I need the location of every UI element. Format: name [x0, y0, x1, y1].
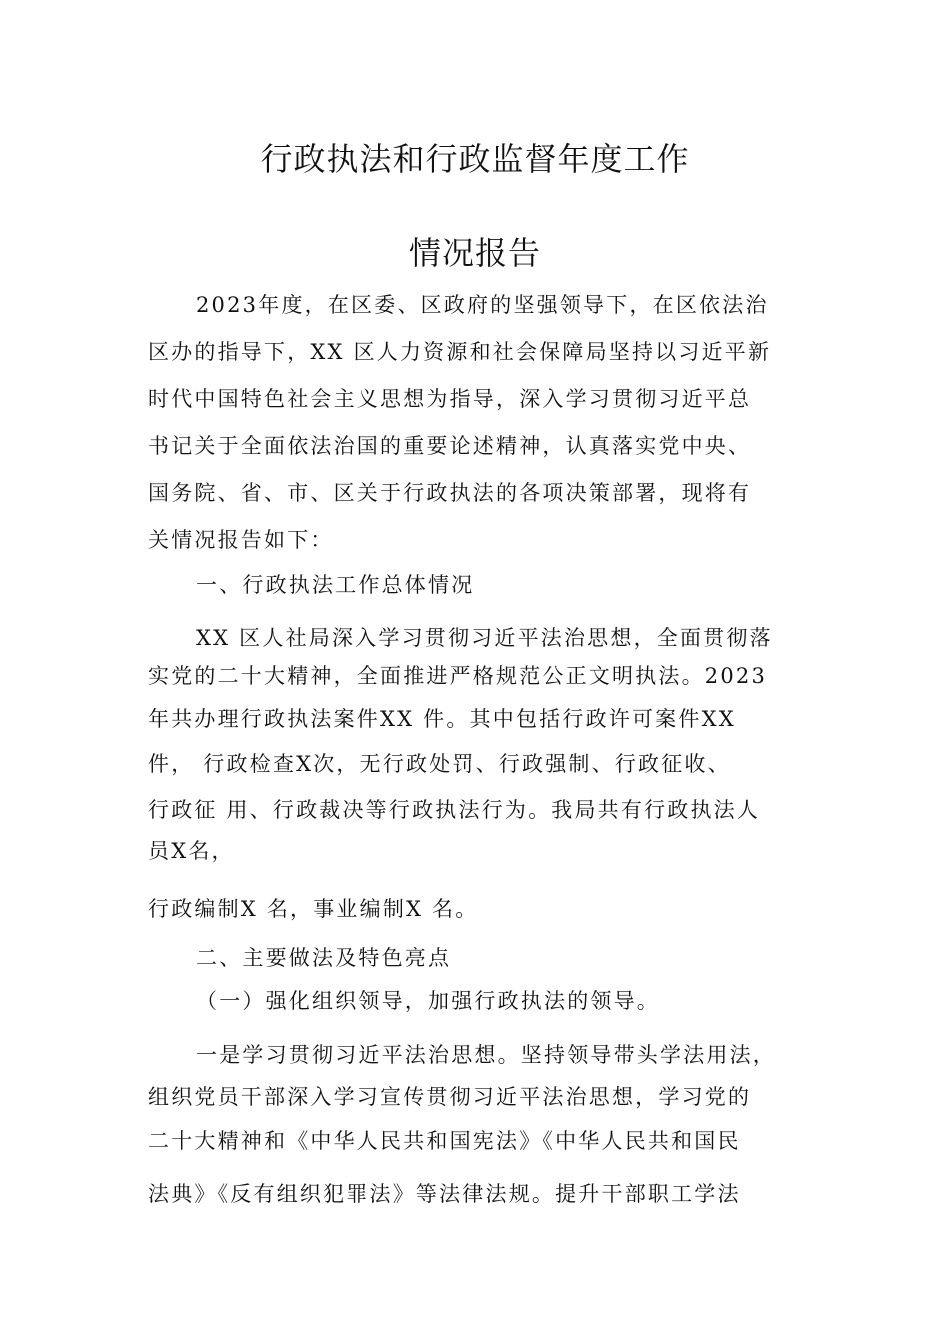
paragraph-line: 书记关于全面依法治国的重要论述精神，认真落实党中央、 — [148, 434, 752, 458]
paragraph-line: 2023年度，在区委、区政府的坚强领导下，在区依法治 — [196, 293, 769, 317]
paragraph-line: 二十大精神和《中华人民共和国宪法》《中华人民共和国民 — [148, 1129, 741, 1153]
document-title-line-1: 行政执法和行政监督年度工作 — [260, 140, 690, 178]
subsection-heading: （一）强化组织领导，加强行政执法的领导。 — [196, 989, 660, 1013]
paragraph-line: 年共办理行政执法案件XX 件。其中包括行政许可案件XX — [148, 707, 736, 731]
paragraph-line: 国务院、省、市、区关于行政执法的各项决策部署，现将有 — [148, 481, 752, 505]
paragraph-line: 时代中国特色社会主义思想为指导，深入学习贯彻习近平总 — [148, 387, 752, 411]
section-heading: 一、行政执法工作总体情况 — [196, 573, 475, 597]
paragraph-line: 行政编制X 名，事业编制X 名。 — [148, 897, 479, 921]
paragraph-line: 组织党员干部深入学习宣传贯彻习近平法治思想，学习党的 — [148, 1085, 752, 1109]
paragraph-line: 区办的指导下，XX 区人力资源和社会保障局坚持以习近平新 — [148, 340, 772, 364]
paragraph-line: 件， 行政检查X次，无行政处罚、行政强制、行政征收、 — [148, 752, 731, 776]
paragraph-line: 关情况报告如下： — [148, 528, 334, 552]
paragraph-line: 实党的二十大精神，全面推进严格规范公正文明执法。2023 — [148, 664, 768, 688]
document-title-line-2: 情况报告 — [408, 234, 541, 272]
paragraph-line: 法典》《反有组织犯罪法》等法律法规。提升干部职工学法 — [148, 1182, 741, 1206]
paragraph-line: XX 区人社局深入学习贯彻习近平法治思想，全面贯彻落 — [196, 626, 773, 650]
paragraph-line: 员X名， — [148, 839, 235, 863]
section-heading: 二、主要做法及特色亮点 — [196, 946, 452, 970]
paragraph-line: 行政征 用、行政裁决等行政执法行为。我局共有行政执法人 — [148, 798, 761, 822]
paragraph-line: 一是学习贯彻习近平法治思想。坚持领导带头学法用法， — [196, 1043, 776, 1067]
